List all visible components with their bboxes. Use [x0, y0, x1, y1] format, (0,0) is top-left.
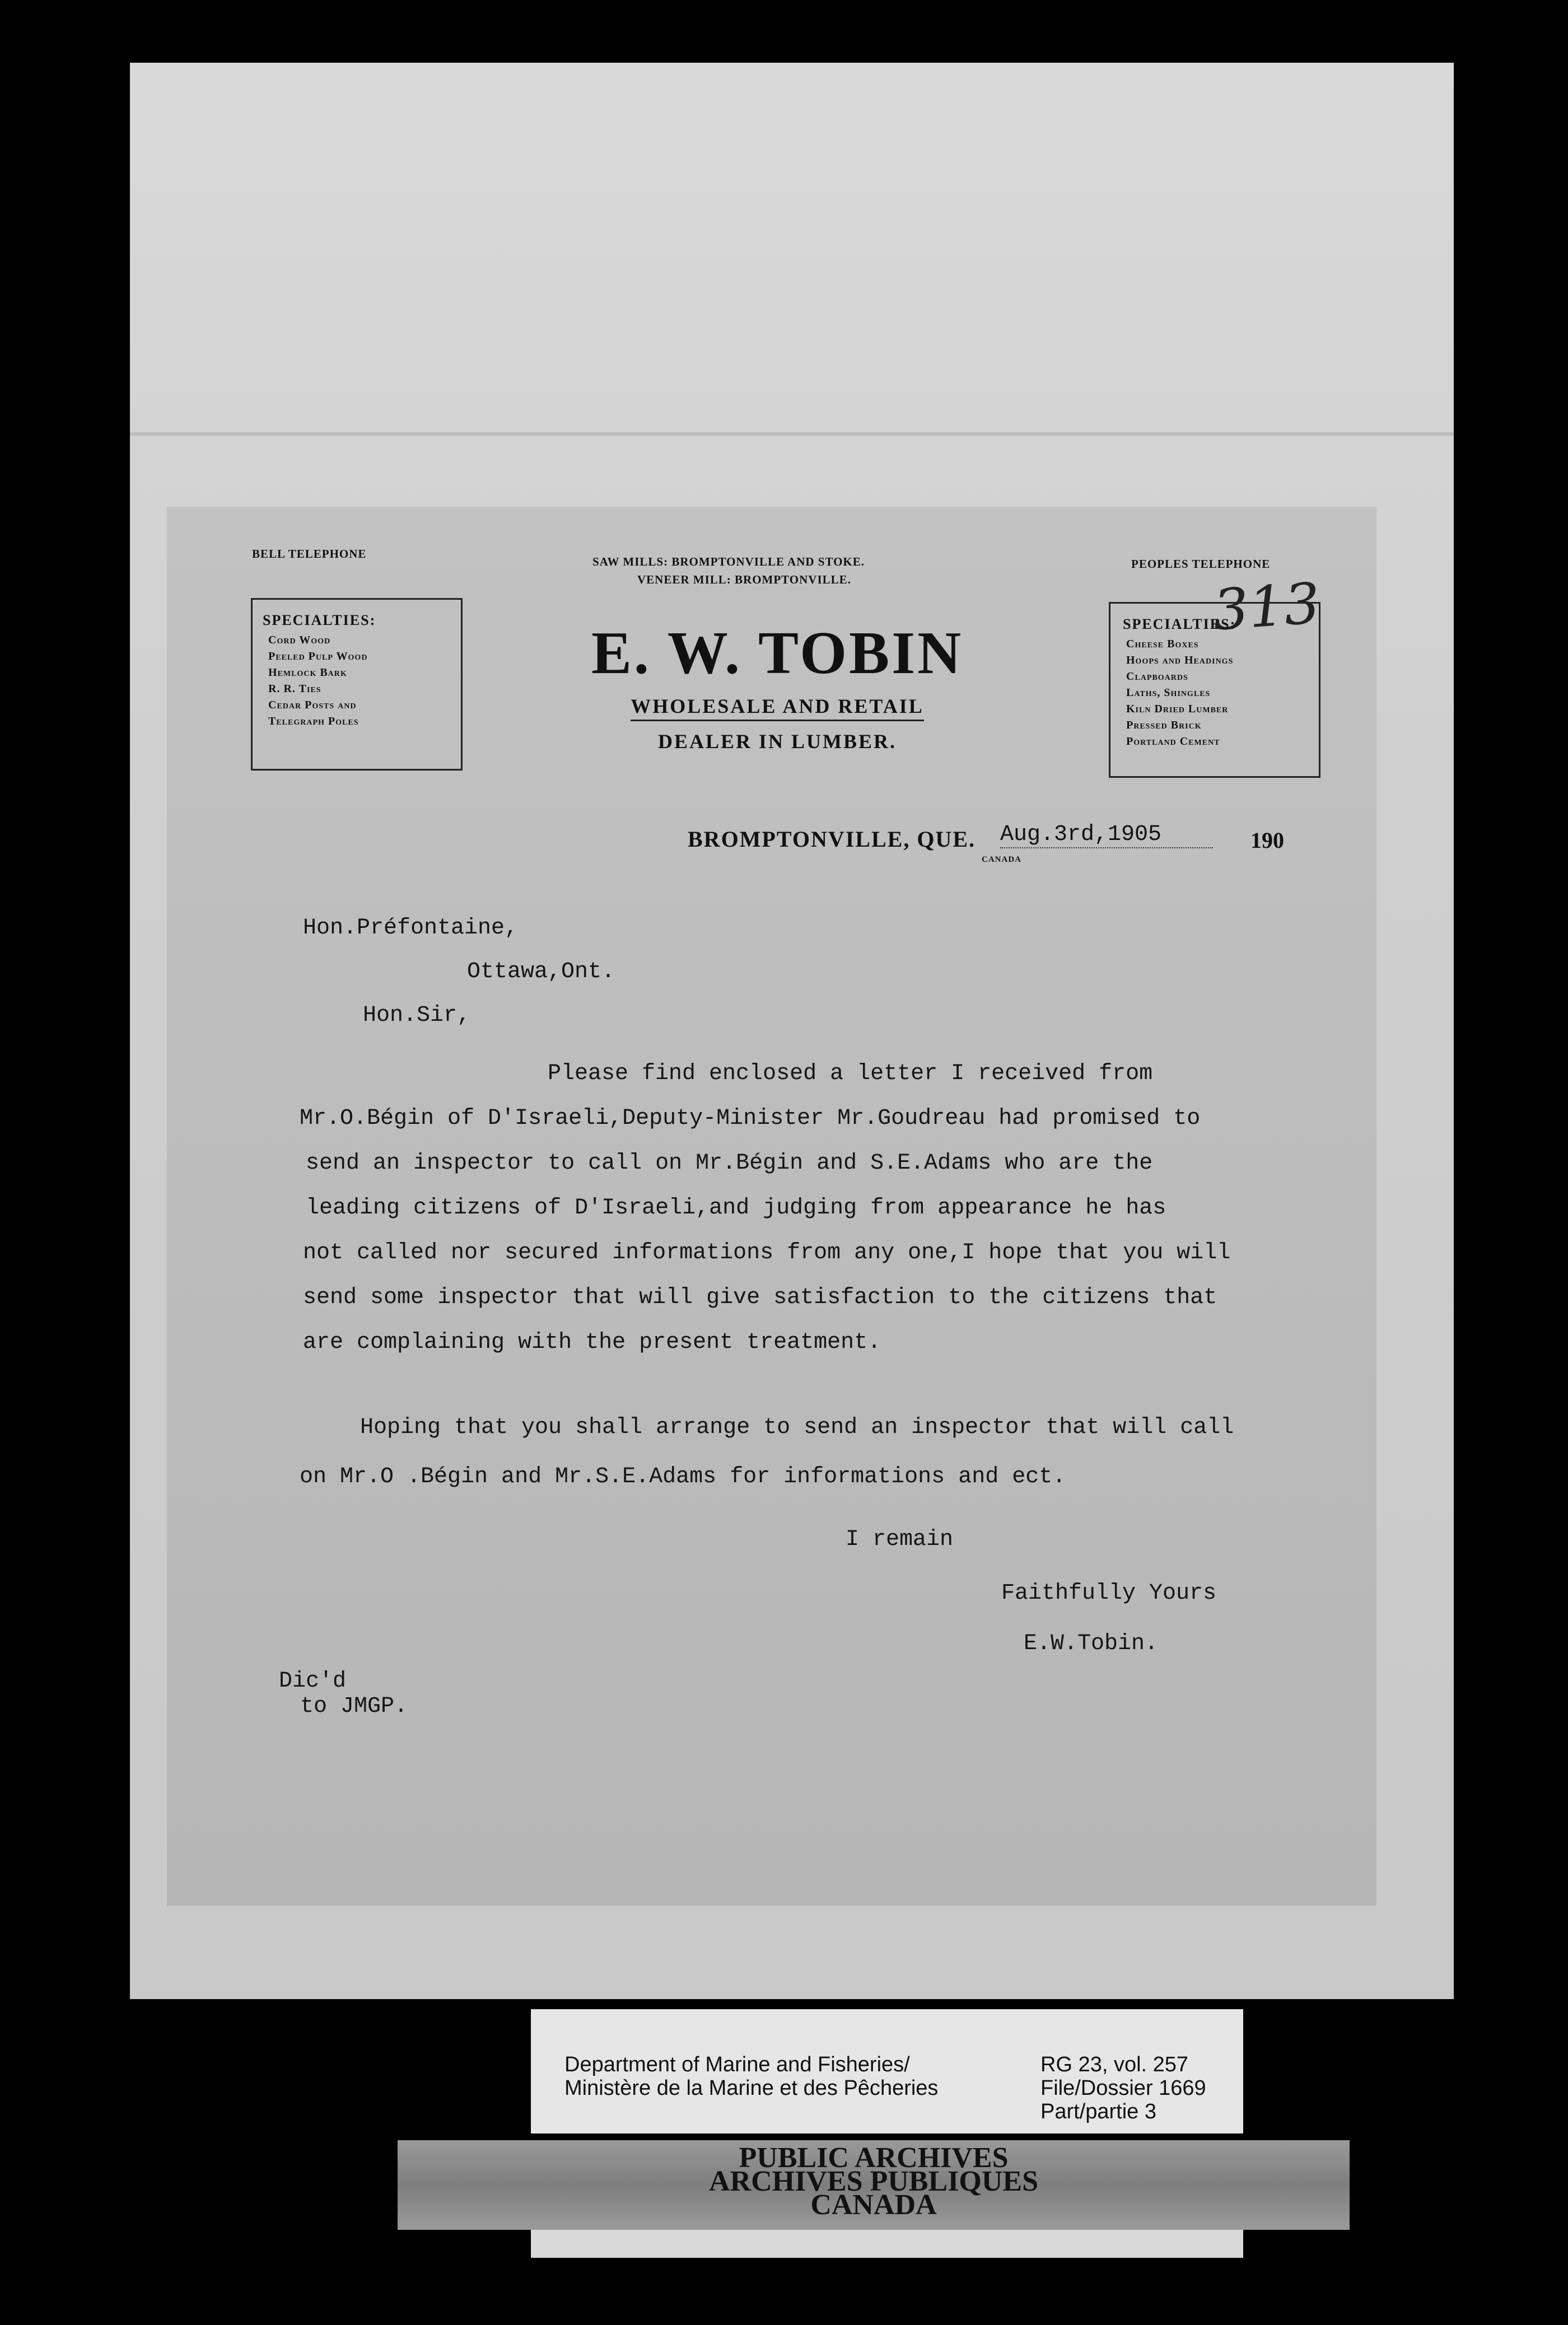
veneer-mill: VENEER MILL: BROMPTONVILLE. — [637, 573, 851, 586]
handwritten-number: 313 — [1211, 570, 1322, 643]
city: Ottawa,Ont. — [467, 959, 615, 984]
list-item: Pressed Brick — [1126, 719, 1202, 731]
list-item: Laths, Shingles — [1126, 687, 1211, 699]
paragraph1-line1: Please find enclosed a letter I received from — [548, 1061, 1153, 1086]
department-french: Ministère de la Marine et des Pêcheries — [564, 2076, 939, 2100]
list-item: Hoops and Headings — [1126, 654, 1234, 666]
note-dicd: Dic'd — [279, 1669, 347, 1694]
file-dossier: File/Dossier 1669 — [1040, 2076, 1206, 2100]
archive-reference-label — [531, 2009, 1243, 2133]
stamp-line3: CANADA — [810, 2189, 937, 2221]
closing-faithfully: Faithfully Yours — [1001, 1581, 1217, 1606]
list-item: Hemlock Bark — [268, 666, 347, 679]
part-partie: Part/partie 3 — [1040, 2100, 1156, 2123]
paragraph2-line2: on Mr.O .Bégin and Mr.S.E.Adams for informations and ect. — [300, 1464, 1066, 1490]
archives-stamp — [398, 2140, 1350, 2230]
paragraph1-line2: Mr.O.Bégin of D'Israeli,Deputy-Minister Mr.Goudreau had promised to — [300, 1106, 1201, 1131]
closing-remain: I remain — [846, 1527, 954, 1552]
company-name: E. W. TOBIN — [591, 620, 964, 687]
list-item: Cord Wood — [268, 634, 331, 646]
list-item: Portland Cement — [1126, 735, 1220, 748]
saw-mills: SAW MILLS: BROMPTONVILLE AND STOKE. — [592, 555, 865, 568]
list-item: Clapboards — [1126, 670, 1188, 683]
bottom-strip — [531, 2230, 1243, 2258]
paragraph1-line7: are complaining with the present treatment. — [303, 1330, 881, 1355]
paragraph1-line3: send an inspector to call on Mr.Bégin and S.E.Adams who are the — [306, 1151, 1153, 1176]
paragraph1-line5: not called nor secured informations from any one,I hope that you will — [303, 1240, 1231, 1266]
canada-small: CANADA — [982, 855, 1021, 864]
list-item: Peeled Pulp Wood — [268, 650, 368, 662]
dealer-in-lumber: DEALER IN LUMBER. — [657, 730, 897, 753]
wholesale-retail — [553, 694, 1001, 718]
peoples-telephone: PEOPLES TELEPHONE — [1131, 557, 1271, 571]
paragraph2-line1: Hoping that you shall arrange to send an inspector that will call — [360, 1415, 1234, 1440]
list-item: R. R. Ties — [268, 683, 321, 695]
stamp-line2: ARCHIVES PUBLIQUES — [708, 2165, 1039, 2197]
addressee: Hon.Préfontaine, — [303, 916, 519, 941]
letter-date: Aug.3rd,1905 — [1000, 822, 1213, 848]
left-specialties-box — [251, 598, 463, 771]
paragraph1-line6: send some inspector that will give satisfaction to the citizens that — [303, 1285, 1217, 1310]
wholesale-retail-text: WHOLESALE AND RETAIL — [631, 695, 923, 721]
right-specialties-list — [1110, 636, 1319, 750]
list-item: Telegraph Poles — [268, 715, 359, 727]
stamp-line1: PUBLIC ARCHIVES — [739, 2142, 1009, 2174]
list-item: Cheese Boxes — [1126, 638, 1199, 650]
list-item: Kiln Dried Lumber — [1126, 703, 1229, 715]
list-item: Cedar Posts and — [268, 699, 357, 711]
note-to-jmgp: to JMGP. — [300, 1694, 408, 1719]
letter-sheet — [167, 507, 1376, 1906]
department-english: Department of Marine and Fisheries/ — [564, 2053, 910, 2076]
bell-telephone: BELL TELEPHONE — [252, 547, 367, 561]
record-group: RG 23, vol. 257 — [1040, 2053, 1189, 2076]
left-specialties-list — [253, 632, 461, 730]
left-specialties-title: SPECIALTIES: — [263, 612, 376, 628]
place-line: BROMPTONVILLE, QUE. — [688, 827, 976, 852]
paragraph1-line4: leading citizens of D'Israeli,and judging from appearance he has — [306, 1196, 1166, 1221]
salutation: Hon.Sir, — [363, 1003, 471, 1028]
fold-line — [130, 432, 1454, 436]
year-prefix: 190 — [1250, 828, 1284, 853]
signature: E.W.Tobin. — [1024, 1631, 1159, 1656]
right-specialties-box — [1109, 602, 1320, 778]
right-specialties-title: SPECIALTIES: — [1123, 616, 1236, 632]
